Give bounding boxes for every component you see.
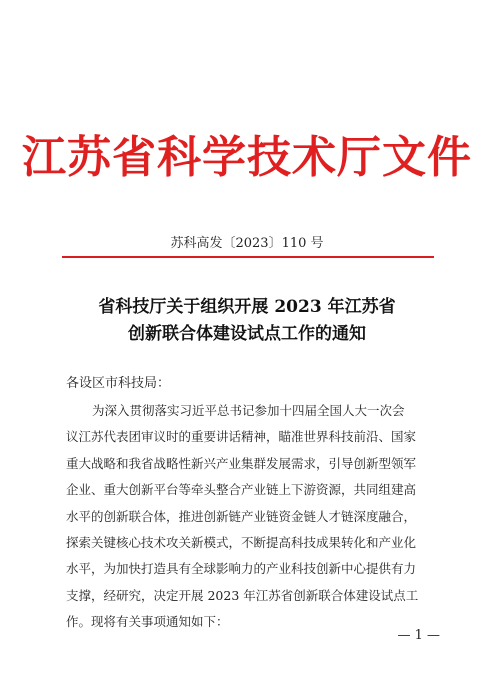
body-line: 作。现将有关事项通知如下： [66, 614, 229, 630]
body-line: 为深入贯彻落实习近平总书记参加十四届全国人大一次会 [92, 403, 405, 418]
salutation: 各设区市科技局： [66, 376, 171, 391]
body-line: 水平，为加快打造具有全球影响力的产业科技创新中心提供有力 [66, 561, 417, 577]
body-line: 探索关键核心技术攻关新模式，不断提高科技成果转化和产业化 [66, 534, 417, 550]
body-line: 议江苏代表团审议时的重要讲话精神，瞄准世界科技前沿、国家 [66, 429, 417, 445]
body-line: 水平的创新联合体，推进创新链产业链资金链人才链深度融合， [66, 508, 417, 524]
notice-title [0, 294, 494, 348]
body-line: 支撑，经研究，决定开展 2023 年江苏省创新联合体建设试点工 [66, 587, 419, 603]
body-line: 企业、重大创新平台等牵头整合产业链上下游资源，共同组建高 [66, 482, 417, 498]
document-masthead: 江苏省科学技术厅文件 [22, 132, 472, 183]
page-number: — 1 — [397, 628, 440, 643]
notice-title-line-1: 省科技厅关于组织开展 2023 年江苏省 [98, 297, 396, 317]
body-line: 重大战略和我省战略性新兴产业集群发展需求，引导创新型领军 [66, 455, 417, 471]
document-number: 苏科高发〔2023〕110 号 [170, 236, 324, 251]
red-divider-line [62, 256, 434, 258]
body-paragraph [66, 398, 434, 636]
notice-title-line-2: 创新联合体建设试点工作的通知 [128, 324, 366, 344]
